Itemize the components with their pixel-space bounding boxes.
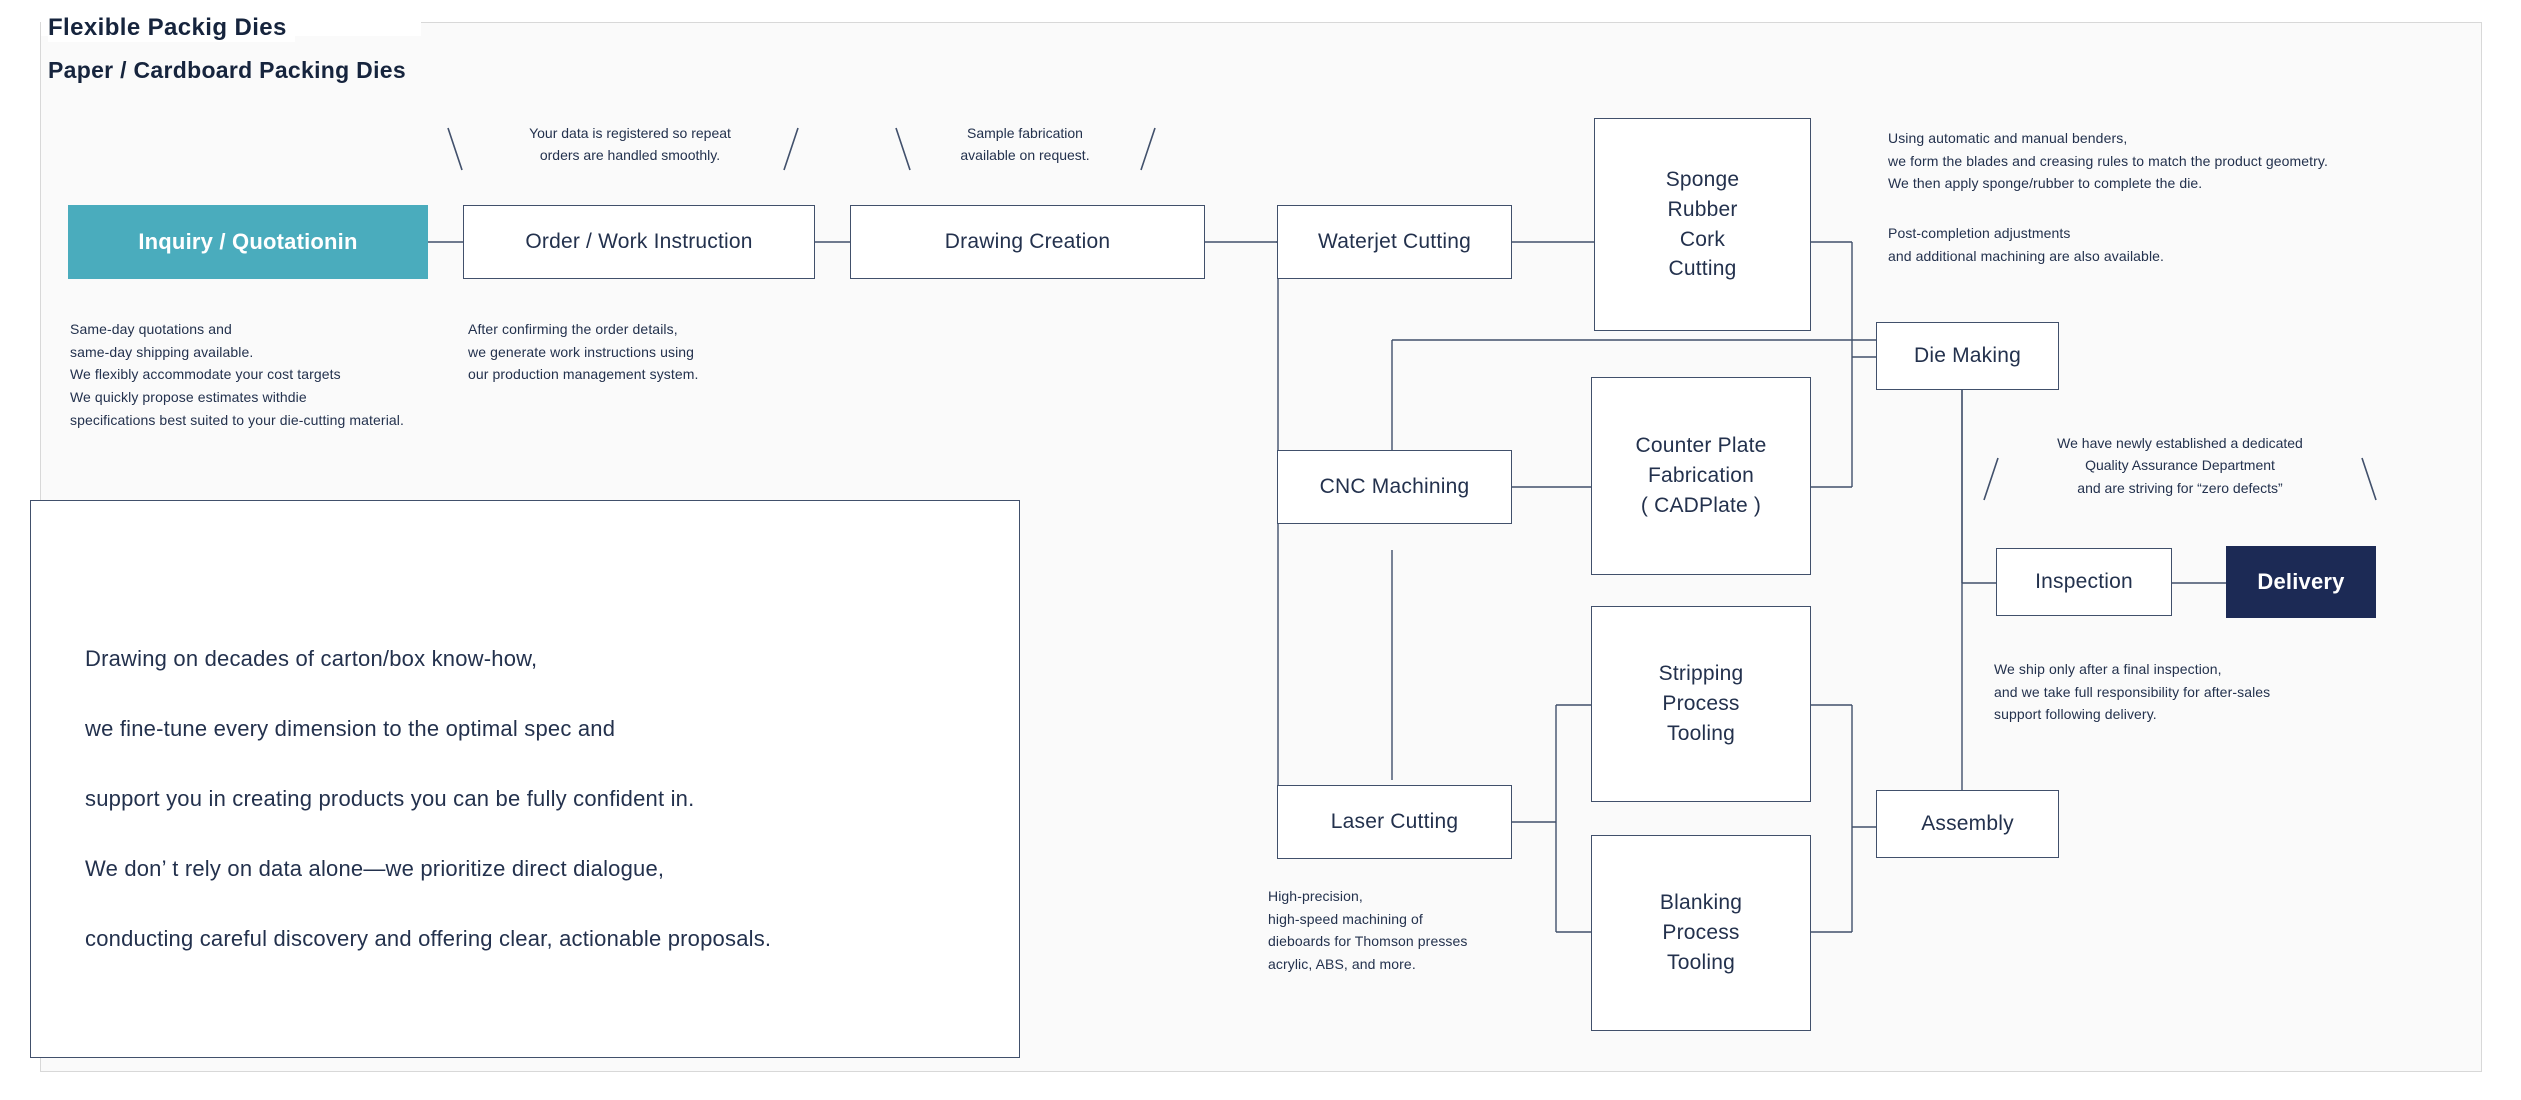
node-order-label: Order / Work Instruction	[525, 230, 753, 254]
node-die-making[interactable]	[1876, 322, 2059, 390]
note-laser-line-2: high-speed machining of	[1268, 910, 1423, 927]
node-blanking-tooling[interactable]	[1591, 835, 1811, 1031]
node-inspection[interactable]	[1996, 548, 2172, 616]
node-waterjet[interactable]	[1277, 205, 1512, 279]
node-cnc-label: CNC Machining	[1319, 475, 1470, 499]
statement-line-2: we fine-tune every dimension to the optimal spec and	[85, 715, 616, 741]
statement-text	[85, 643, 989, 992]
node-counter-plate[interactable]	[1591, 377, 1811, 575]
node-stripping-line-3: Tooling	[1667, 721, 1735, 745]
note-qa-line-3: and are striving for “zero defects”	[2077, 479, 2283, 496]
note-die-making	[1888, 127, 2508, 195]
node-laser[interactable]	[1277, 785, 1512, 859]
statement-line-1: Drawing on decades of carton/box know-how,	[85, 646, 538, 671]
statement-line-4: We don’ t rely on data alone—we prioritize direct dialogue,	[85, 855, 665, 881]
note-drawing-bracket	[905, 122, 1145, 167]
note-inquiry-line-3: We flexibly accommodate your cost targets	[70, 366, 341, 383]
node-sponge-line-1: Sponge	[1665, 167, 1740, 191]
note-laser	[1268, 885, 1588, 976]
note-drawing-bracket-line-1: Sample fabrication	[967, 125, 1083, 141]
note-order-bracket-line-1: Your data is registered so repeat	[529, 125, 731, 141]
page-subtitle: Paper / Cardboard Packing Dies	[48, 57, 406, 83]
note-order-bracket	[470, 122, 790, 167]
note-laser-line-4: acrylic, ABS, and more.	[1268, 956, 1416, 973]
note-inquiry-line-1: Same-day quotations and	[70, 321, 232, 337]
note-inquiry-line-4: We quickly propose estimates withdie	[70, 389, 307, 406]
node-sponge-line-2: Rubber	[1667, 197, 1738, 221]
node-counter-line-3: ( CADPlate )	[1640, 493, 1762, 517]
note-order-line-2: we generate work instructions using	[468, 343, 695, 360]
node-counter-line-1: Counter Plate	[1635, 434, 1767, 458]
node-blanking-line-3: Tooling	[1667, 950, 1735, 974]
note-laser-line-3: dieboards for Thomson presses	[1268, 933, 1468, 950]
note-delivery-line-1: We ship only after a final inspection,	[1994, 661, 2222, 677]
node-stripping-tooling[interactable]	[1591, 606, 1811, 802]
statement-line-3: support you in creating products you can be fully confident in.	[85, 785, 695, 811]
note-die-making-secondary	[1888, 222, 2448, 267]
note-die-making-line-1: Using automatic and manual benders,	[1888, 130, 2128, 146]
note-order	[468, 318, 868, 386]
node-stripping-line-2: Process	[1662, 692, 1740, 716]
note-drawing-bracket-line-2: available on request.	[960, 147, 1090, 164]
node-sponge-cutting[interactable]	[1594, 118, 1811, 331]
node-die-making-label: Die Making	[1913, 344, 2022, 368]
node-inquiry[interactable]	[68, 205, 428, 279]
note-die-making2-line-2: and additional machining are also available.	[1888, 247, 2165, 264]
node-drawing-label: Drawing Creation	[944, 230, 1111, 254]
node-laser-label: Laser Cutting	[1330, 810, 1459, 834]
note-order-line-3: our production management system.	[468, 366, 699, 383]
node-drawing[interactable]	[850, 205, 1205, 279]
node-inquiry-label: Inquiry / Quotationin	[138, 229, 358, 255]
note-inquiry-line-2: same-day shipping available.	[70, 343, 254, 360]
note-die-making-line-3: We then apply sponge/rubber to complete the die.	[1888, 175, 2203, 192]
note-laser-line-1: High-precision,	[1268, 888, 1363, 904]
note-inquiry-line-5: specifications best suited to your die-cutting material.	[70, 411, 404, 428]
note-delivery	[1994, 658, 2514, 726]
node-counter-line-2: Fabrication	[1647, 464, 1755, 488]
node-blanking-line-2: Process	[1662, 921, 1740, 945]
node-assembly-label: Assembly	[1921, 812, 2014, 836]
node-blanking-line-1: Blanking	[1659, 891, 1743, 915]
node-delivery[interactable]	[2226, 546, 2376, 618]
note-qa-line-2: Quality Assurance Department	[2085, 457, 2275, 474]
node-inspection-label: Inspection	[2035, 570, 2133, 594]
statement-box	[30, 500, 1020, 1058]
note-qa-bracket	[2000, 432, 2360, 499]
node-assembly[interactable]	[1876, 790, 2059, 858]
note-order-line-1: After confirming the order details,	[468, 321, 678, 337]
node-sponge-line-4: Cutting	[1668, 257, 1737, 281]
page-title: Flexible Packig Dies	[48, 14, 295, 42]
node-sponge-line-3: Cork	[1679, 227, 1726, 251]
node-order[interactable]	[463, 205, 815, 279]
note-delivery-line-3: support following delivery.	[1994, 706, 2157, 723]
node-cnc[interactable]	[1277, 450, 1512, 524]
note-die-making-line-2: we form the blades and creasing rules to match the product geometry.	[1888, 152, 2328, 169]
node-delivery-label: Delivery	[2257, 569, 2345, 595]
node-waterjet-label: Waterjet Cutting	[1318, 230, 1471, 254]
note-qa-line-1: We have newly established a dedicated	[2057, 435, 2303, 451]
note-order-bracket-line-2: orders are handled smoothly.	[539, 147, 721, 164]
note-delivery-line-2: and we take full responsibility for after-sales	[1994, 683, 2271, 700]
note-die-making2-line-1: Post-completion adjustments	[1888, 225, 2071, 241]
node-stripping-line-1: Stripping	[1658, 662, 1744, 686]
statement-line-5: conducting careful discovery and offering clear, actionable proposals.	[85, 925, 772, 951]
